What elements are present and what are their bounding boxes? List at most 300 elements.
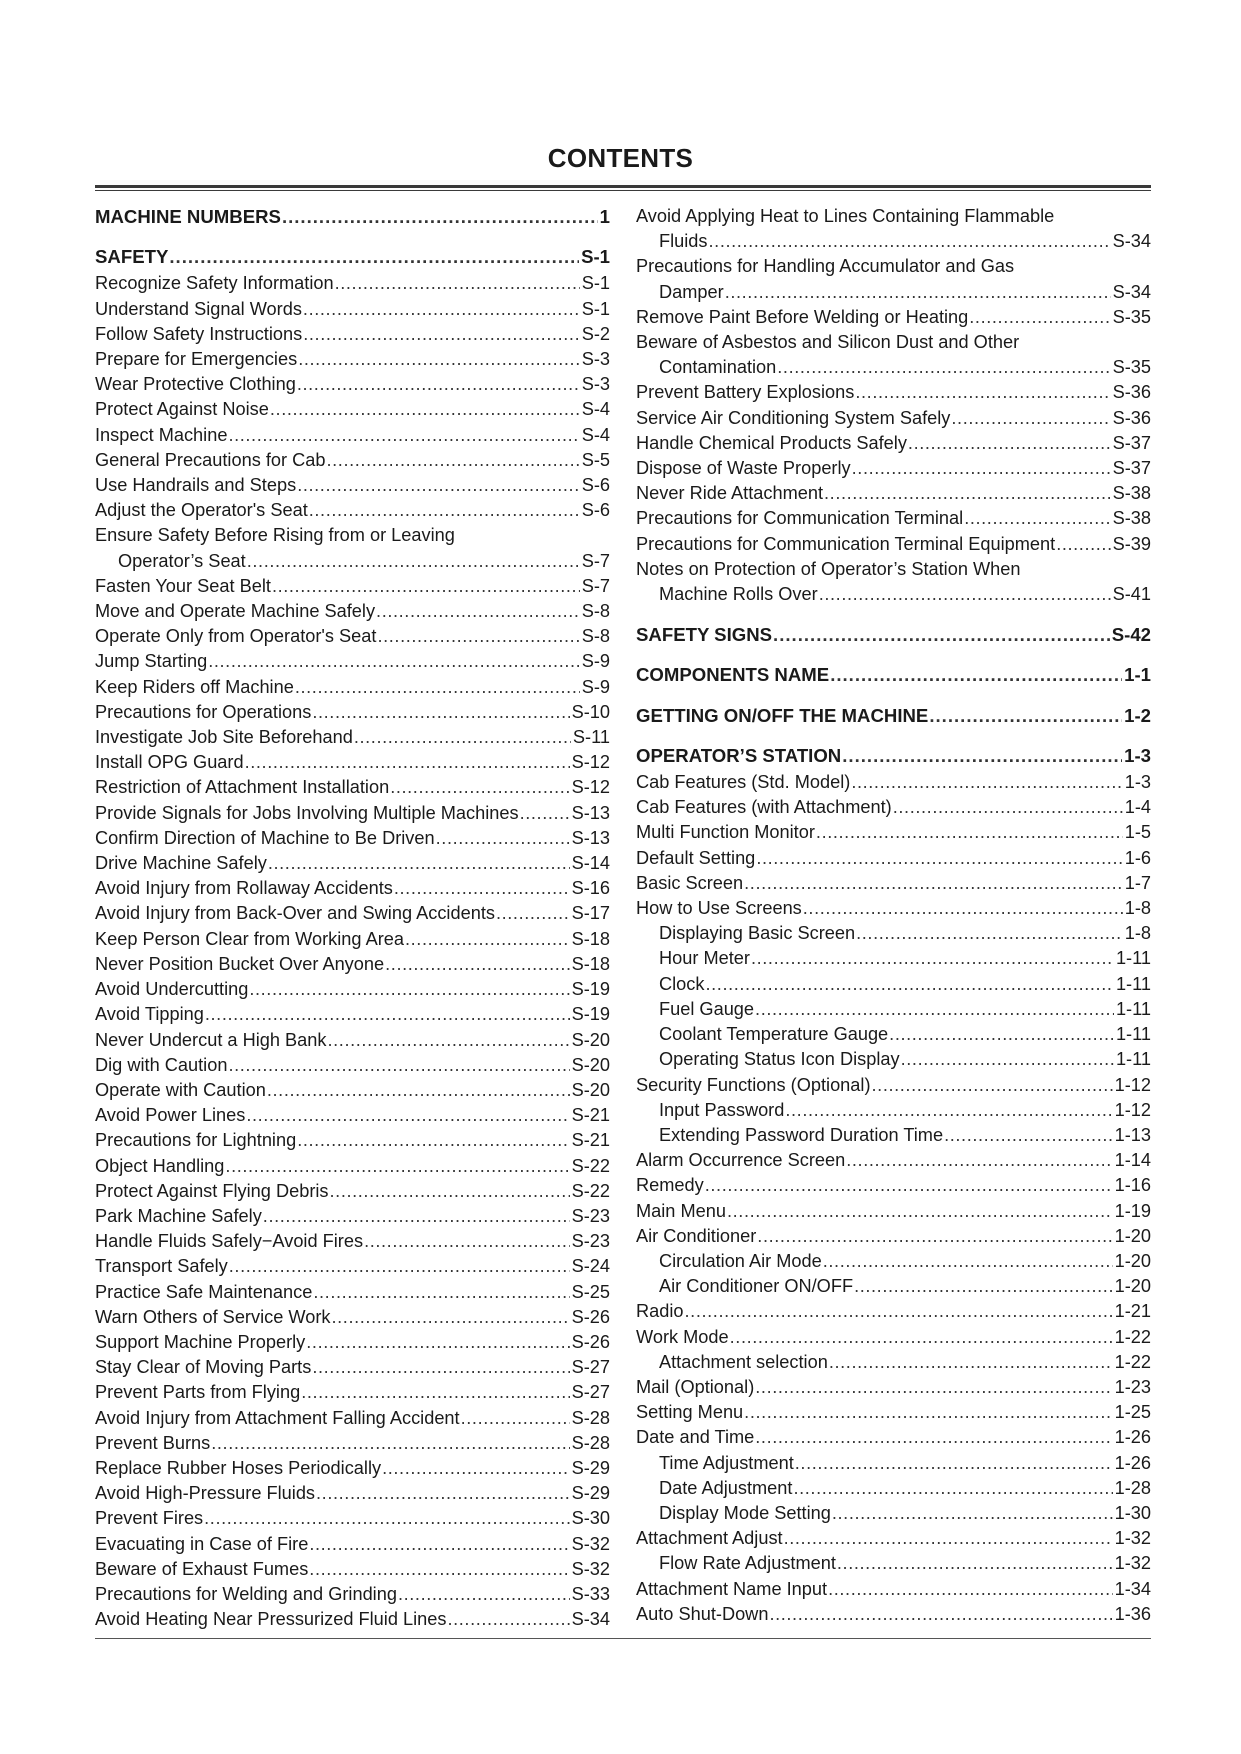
toc-entry-title: Avoid High-Pressure Fluids bbox=[95, 1483, 316, 1504]
leader-dots bbox=[823, 1249, 1113, 1274]
leader-dots bbox=[725, 280, 1111, 305]
toc-page-number: S-35 bbox=[1112, 306, 1151, 327]
toc-page-number: S-34 bbox=[1112, 281, 1151, 302]
leader-dots bbox=[755, 997, 1114, 1022]
toc-entry bbox=[95, 1431, 610, 1456]
toc-page-number: S-37 bbox=[1112, 458, 1151, 479]
toc-entry bbox=[636, 972, 1151, 997]
leader-dots bbox=[685, 1299, 1113, 1324]
toc-entry-title: Park Machine Safely bbox=[95, 1205, 262, 1226]
toc-entry bbox=[95, 624, 610, 649]
toc-entry-title: SAFETY SIGNS bbox=[636, 624, 773, 646]
toc-entry-title: Avoid Tipping bbox=[95, 1004, 204, 1025]
toc-entry-title: Keep Riders off Machine bbox=[95, 676, 294, 697]
toc-entry bbox=[95, 1229, 610, 1254]
leader-dots bbox=[377, 624, 579, 649]
toc-entry bbox=[95, 977, 610, 1002]
toc-entry bbox=[95, 649, 610, 674]
toc-entry bbox=[95, 952, 610, 977]
toc-entry-title: Operate Only from Operator's Seat bbox=[95, 626, 377, 647]
toc-entry bbox=[95, 851, 610, 876]
toc-page-number: S-39 bbox=[1112, 533, 1151, 554]
toc-entry-title: Inspect Machine bbox=[95, 424, 228, 445]
leader-dots bbox=[309, 1557, 569, 1582]
toc-entry bbox=[95, 675, 610, 700]
leader-dots bbox=[297, 1128, 569, 1153]
toc-entry-title: Damper bbox=[659, 281, 724, 302]
leader-dots bbox=[777, 355, 1110, 380]
toc-entry bbox=[636, 1274, 1151, 1299]
toc-page-number: 1-30 bbox=[1114, 1502, 1151, 1523]
toc-entry bbox=[636, 1224, 1151, 1249]
toc-page-number: S-24 bbox=[571, 1256, 610, 1277]
toc-entry bbox=[95, 1355, 610, 1380]
toc-entry bbox=[636, 1299, 1151, 1324]
toc-entry-title: Radio bbox=[636, 1301, 684, 1322]
toc-page-number: S-33 bbox=[571, 1583, 610, 1604]
toc-entry-title: Multi Function Monitor bbox=[636, 822, 815, 843]
toc-page-number: S-42 bbox=[1111, 624, 1151, 646]
toc-page-number: 1-34 bbox=[1114, 1578, 1151, 1599]
leader-dots bbox=[332, 1305, 570, 1330]
toc-entry-title: Precautions for Operations bbox=[95, 701, 312, 722]
leader-dots bbox=[755, 1375, 1112, 1400]
toc-page-number: S-14 bbox=[571, 853, 610, 874]
leader-dots bbox=[267, 1078, 570, 1103]
leader-dots bbox=[309, 1532, 569, 1557]
toc-entry-title: Fluids bbox=[659, 231, 708, 252]
toc-page-number: S-11 bbox=[572, 727, 610, 748]
leader-dots bbox=[852, 456, 1111, 481]
toc-page-number: 1-3 bbox=[1124, 744, 1151, 766]
toc-entry bbox=[636, 846, 1151, 871]
toc-entry-title: MACHINE NUMBERS bbox=[95, 206, 281, 227]
page-title: CONTENTS bbox=[547, 143, 694, 173]
leader-dots bbox=[385, 952, 569, 977]
toc-page-number: 1-11 bbox=[1115, 998, 1151, 1019]
toc-entry-title: Date Adjustment bbox=[659, 1477, 793, 1498]
toc-page-number: S-8 bbox=[581, 601, 610, 622]
toc-page-number: S-3 bbox=[581, 349, 610, 370]
toc-entry bbox=[636, 1249, 1151, 1274]
leader-dots bbox=[306, 1330, 569, 1355]
leader-dots bbox=[225, 1154, 569, 1179]
toc-page-number: S-29 bbox=[571, 1457, 610, 1478]
toc-entry-title: Handle Fluids Safely−Avoid Fires bbox=[95, 1231, 364, 1252]
toc-entry bbox=[636, 1199, 1151, 1224]
leader-dots bbox=[272, 574, 580, 599]
toc-entry-title: Service Air Conditioning System Safely bbox=[636, 407, 951, 428]
toc-entry bbox=[636, 1022, 1151, 1047]
toc-page-number: 1-22 bbox=[1114, 1351, 1151, 1372]
toc-entry bbox=[95, 1179, 610, 1204]
leader-dots bbox=[756, 846, 1122, 871]
toc-entry-title: Use Handrails and Steps bbox=[95, 475, 297, 496]
leader-dots bbox=[828, 1577, 1113, 1602]
toc-entry bbox=[95, 347, 610, 372]
toc-entry bbox=[636, 1148, 1151, 1173]
leader-dots bbox=[908, 431, 1111, 456]
toc-entry bbox=[636, 770, 1151, 795]
leader-dots bbox=[889, 1022, 1114, 1047]
toc-page-number: 1-22 bbox=[1114, 1326, 1151, 1347]
toc-entry bbox=[95, 574, 610, 599]
toc-page-number: 1-3 bbox=[1124, 772, 1151, 793]
leader-dots bbox=[309, 498, 580, 523]
toc-entry-title: Prevent Burns bbox=[95, 1432, 211, 1453]
toc-entry bbox=[95, 1128, 610, 1153]
toc-entry-title: Avoid Injury from Back-Over and Swing Accidents bbox=[95, 903, 495, 924]
leader-dots bbox=[851, 770, 1122, 795]
toc-entry-title: Wear Protective Clothing bbox=[95, 374, 296, 395]
toc-page-number: S-25 bbox=[571, 1281, 610, 1302]
leader-dots bbox=[169, 244, 579, 269]
toc-entry-line: Notes on Protection of Operator’s Station When bbox=[636, 558, 1021, 579]
leader-dots bbox=[854, 1274, 1113, 1299]
toc-page-number: S-12 bbox=[571, 752, 610, 773]
toc-column-right bbox=[636, 204, 1151, 1627]
toc-page-number: 1-19 bbox=[1114, 1200, 1151, 1221]
toc-page-number: S-27 bbox=[571, 1357, 610, 1378]
toc-section-heading bbox=[636, 703, 1151, 728]
toc-entry bbox=[636, 1073, 1151, 1098]
title-rule-thick bbox=[95, 185, 1151, 188]
toc-page-number: S-22 bbox=[571, 1180, 610, 1201]
toc-page-number: 1-28 bbox=[1114, 1477, 1151, 1498]
toc-page-number: S-38 bbox=[1112, 508, 1151, 529]
toc-entry-title: Protect Against Noise bbox=[95, 399, 269, 420]
toc-entry-title: Prevent Parts from Flying bbox=[95, 1382, 301, 1403]
toc-page-number: S-20 bbox=[571, 1079, 610, 1100]
toc-page-number: 1-26 bbox=[1114, 1427, 1151, 1448]
toc-entry bbox=[636, 456, 1151, 481]
leader-dots bbox=[496, 901, 570, 926]
toc-entry bbox=[636, 1173, 1151, 1198]
toc-page-number: S-5 bbox=[581, 449, 610, 470]
toc-entry-title: Keep Person Clear from Working Area bbox=[95, 928, 404, 949]
leader-dots bbox=[328, 1028, 570, 1053]
toc-entry bbox=[95, 1380, 610, 1405]
toc-entry-title: Prepare for Emergencies bbox=[95, 349, 298, 370]
leader-dots bbox=[270, 397, 580, 422]
toc-page-number: S-19 bbox=[571, 979, 610, 1000]
toc-entry bbox=[95, 1154, 610, 1179]
toc-entry-title: Recognize Safety Information bbox=[95, 273, 334, 294]
toc-page-number: 1-25 bbox=[1114, 1402, 1151, 1423]
toc-entry-title: Provide Signals for Jobs Involving Multiple Machines bbox=[95, 802, 519, 823]
toc-entry bbox=[636, 532, 1151, 557]
toc-entry-title: Precautions for Lightning bbox=[95, 1130, 297, 1151]
toc-entry bbox=[636, 431, 1151, 456]
leader-dots bbox=[1056, 532, 1110, 557]
toc-entry-title: Understand Signal Words bbox=[95, 298, 302, 319]
leader-dots bbox=[364, 1229, 570, 1254]
toc-entry bbox=[636, 1350, 1151, 1375]
leader-dots bbox=[855, 380, 1110, 405]
toc-entry-title: Restriction of Attachment Installation bbox=[95, 777, 390, 798]
toc-entry-title: Evacuating in Case of Fire bbox=[95, 1533, 309, 1554]
toc-page-number: S-34 bbox=[1112, 231, 1151, 252]
toc-page-number: S-1 bbox=[581, 246, 610, 268]
toc-entry-title: Flow Rate Adjustment bbox=[659, 1553, 836, 1574]
toc-page-number: 1-7 bbox=[1124, 872, 1151, 893]
toc-entry bbox=[95, 1506, 610, 1531]
toc-entry-title: Practice Safe Maintenance bbox=[95, 1281, 313, 1302]
toc-entry-title: Machine Rolls Over bbox=[659, 584, 818, 605]
leader-dots bbox=[893, 795, 1123, 820]
toc-entry-title: Support Machine Properly bbox=[95, 1331, 306, 1352]
toc-entry-title: Mail (Optional) bbox=[636, 1376, 755, 1397]
toc-section-heading bbox=[95, 204, 610, 229]
toc-entry bbox=[95, 1280, 610, 1305]
toc-page-number: S-21 bbox=[571, 1105, 610, 1126]
toc-page-number: 1-2 bbox=[1124, 704, 1151, 726]
leader-dots bbox=[405, 927, 570, 952]
toc-entry-title: Adjust the Operator's Seat bbox=[95, 500, 308, 521]
toc-page-number: S-2 bbox=[581, 323, 610, 344]
toc-entry-title: Input Password bbox=[659, 1099, 785, 1120]
toc-page-number: S-20 bbox=[571, 1029, 610, 1050]
toc-entry-title: Precautions for Communication Terminal Equipment bbox=[636, 533, 1056, 554]
leader-dots bbox=[327, 448, 580, 473]
toc-page-number: S-6 bbox=[581, 475, 610, 496]
toc-entry-title: Attachment Name Input bbox=[636, 1578, 828, 1599]
toc-entry bbox=[636, 1451, 1151, 1476]
toc-entry bbox=[636, 506, 1151, 531]
toc-entry-title: Protect Against Flying Debris bbox=[95, 1180, 329, 1201]
leader-dots bbox=[744, 1400, 1112, 1425]
toc-entry-title: Prevent Battery Explosions bbox=[636, 382, 855, 403]
toc-entry bbox=[95, 901, 610, 926]
toc-entry-title: Auto Shut-Down bbox=[636, 1603, 769, 1624]
toc-entry-title: Air Conditioner bbox=[636, 1225, 757, 1246]
toc-entry bbox=[636, 229, 1151, 254]
leader-dots bbox=[856, 921, 1123, 946]
toc-entry-title: Avoid Power Lines bbox=[95, 1105, 246, 1126]
toc-page-number: S-1 bbox=[581, 273, 610, 294]
toc-entry bbox=[95, 599, 610, 624]
toc-page-number: S-18 bbox=[571, 928, 610, 949]
toc-page-number: S-13 bbox=[571, 827, 610, 848]
toc-entry-title: Warn Others of Service Work bbox=[95, 1306, 331, 1327]
leader-dots bbox=[964, 506, 1110, 531]
leader-dots bbox=[830, 662, 1122, 687]
toc-page-number: S-4 bbox=[581, 424, 610, 445]
toc-entry bbox=[95, 1456, 610, 1481]
toc-page-number: S-16 bbox=[571, 878, 610, 899]
toc-entry-title: Precautions for Communication Terminal bbox=[636, 508, 964, 529]
toc-entry-title: Contamination bbox=[659, 357, 777, 378]
toc-entry bbox=[636, 280, 1151, 305]
leader-dots bbox=[229, 1254, 570, 1279]
leader-dots bbox=[312, 700, 569, 725]
toc-entry bbox=[636, 305, 1151, 330]
toc-entry-title: Confirm Direction of Machine to Be Driven bbox=[95, 827, 435, 848]
toc-section-heading bbox=[95, 244, 610, 269]
toc-entry-line: Beware of Asbestos and Silicon Dust and Other bbox=[636, 332, 1020, 353]
toc-entry bbox=[95, 1582, 610, 1607]
toc-entry bbox=[95, 1607, 610, 1632]
toc-page-number: S-9 bbox=[581, 651, 610, 672]
leader-dots bbox=[872, 1073, 1113, 1098]
toc-page-number: 1-36 bbox=[1114, 1603, 1151, 1624]
toc-entry bbox=[95, 750, 610, 775]
toc-entry bbox=[636, 1123, 1151, 1148]
leader-dots bbox=[846, 1148, 1112, 1173]
leader-dots bbox=[730, 1325, 1113, 1350]
toc-entry-title: Operate with Caution bbox=[95, 1079, 266, 1100]
toc-entry bbox=[95, 826, 610, 851]
toc-entry-title: Hour Meter bbox=[659, 948, 750, 969]
toc-entry bbox=[636, 1098, 1151, 1123]
leader-dots bbox=[785, 1098, 1112, 1123]
toc-entry-title: How to Use Screens bbox=[636, 898, 802, 919]
toc-entry bbox=[95, 372, 610, 397]
leader-dots bbox=[297, 473, 580, 498]
toc-entry-title: Clock bbox=[659, 973, 705, 994]
bottom-rule bbox=[95, 1638, 1151, 1639]
toc-entry-title: Attachment selection bbox=[659, 1351, 828, 1372]
toc-entry-title: Fasten Your Seat Belt bbox=[95, 575, 271, 596]
toc-entry bbox=[636, 1425, 1151, 1450]
leader-dots bbox=[303, 297, 580, 322]
toc-section-heading bbox=[636, 662, 1151, 687]
leader-dots bbox=[376, 599, 580, 624]
toc-entry-title: Default Setting bbox=[636, 847, 756, 868]
toc-entry bbox=[636, 795, 1151, 820]
toc-entry-title: OPERATOR’S STATION bbox=[636, 744, 842, 766]
toc-entry bbox=[636, 582, 1151, 607]
leader-dots bbox=[795, 1451, 1113, 1476]
toc-page-number: 1-8 bbox=[1124, 898, 1151, 919]
leader-dots bbox=[842, 743, 1122, 768]
toc-entry-title: Investigate Job Site Beforehand bbox=[95, 727, 353, 748]
toc-page-number: S-22 bbox=[571, 1155, 610, 1176]
toc-entry-title: Security Functions (Optional) bbox=[636, 1074, 871, 1095]
toc-entry bbox=[95, 448, 610, 473]
toc-entry-title: Cab Features (Std. Model) bbox=[636, 772, 851, 793]
leader-dots bbox=[298, 347, 580, 372]
toc-page-number: S-32 bbox=[571, 1533, 610, 1554]
leader-dots bbox=[204, 1506, 569, 1531]
leader-dots bbox=[312, 1355, 569, 1380]
toc-entry bbox=[95, 1103, 610, 1128]
toc-page-number: S-3 bbox=[581, 374, 610, 395]
toc-entry bbox=[95, 876, 610, 901]
leader-dots bbox=[398, 1582, 570, 1607]
toc-entry bbox=[95, 473, 610, 498]
toc-entry-title: Precautions for Welding and Grinding bbox=[95, 1583, 397, 1604]
toc-page-number: S-38 bbox=[1112, 483, 1151, 504]
toc-entry-title: Cab Features (with Attachment) bbox=[636, 797, 892, 818]
leader-dots bbox=[354, 725, 571, 750]
toc-entry-title: Basic Screen bbox=[636, 872, 744, 893]
leader-dots bbox=[268, 851, 570, 876]
toc-entry-title: Jump Starting bbox=[95, 651, 208, 672]
leader-dots bbox=[727, 1199, 1113, 1224]
toc-entry bbox=[636, 1602, 1151, 1627]
toc-page-number: 1-23 bbox=[1114, 1376, 1151, 1397]
toc-page-number: 1-26 bbox=[1114, 1452, 1151, 1473]
toc-entry-line: Ensure Safety Before Rising from or Leaving bbox=[95, 525, 455, 546]
toc-entry bbox=[95, 1254, 610, 1279]
toc-page-number: 1-11 bbox=[1115, 973, 1151, 994]
toc-entry bbox=[95, 1330, 610, 1355]
toc-entry-title: Fuel Gauge bbox=[659, 998, 755, 1019]
leader-dots bbox=[249, 977, 569, 1002]
toc-entry-title: Attachment Adjust bbox=[636, 1528, 783, 1549]
toc-entry bbox=[636, 355, 1151, 380]
toc-entry bbox=[636, 1577, 1151, 1602]
toc-page-number: 1-14 bbox=[1114, 1150, 1151, 1171]
toc-page-number: 1-13 bbox=[1114, 1124, 1151, 1145]
toc-entry bbox=[95, 1002, 610, 1027]
toc-page-number: S-7 bbox=[581, 575, 610, 596]
toc-page-number: S-9 bbox=[581, 676, 610, 697]
toc-entry bbox=[95, 775, 610, 800]
toc-page-number: S-29 bbox=[571, 1483, 610, 1504]
toc-entry-title: Setting Menu bbox=[636, 1402, 744, 1423]
leader-dots bbox=[335, 271, 580, 296]
toc-entry-title: Handle Chemical Products Safely bbox=[636, 432, 907, 453]
toc-page-number: S-20 bbox=[571, 1054, 610, 1075]
toc-entry-title: Avoid Heating Near Pressurized Fluid Lines bbox=[95, 1609, 447, 1630]
toc-entry bbox=[636, 380, 1151, 405]
toc-entry-title: Display Mode Setting bbox=[659, 1502, 831, 1523]
toc-entry bbox=[95, 1557, 610, 1582]
toc-page-number: S-1 bbox=[581, 298, 610, 319]
toc-page-number: 1-32 bbox=[1114, 1553, 1151, 1574]
leader-dots bbox=[394, 876, 570, 901]
toc-entry-title: COMPONENTS NAME bbox=[636, 664, 830, 686]
leader-dots bbox=[247, 549, 580, 574]
leader-dots bbox=[447, 1607, 569, 1632]
toc-entry bbox=[636, 1375, 1151, 1400]
toc-entry-title: Remedy bbox=[636, 1175, 704, 1196]
toc-page-number: 1-20 bbox=[1114, 1276, 1151, 1297]
toc-page-number: S-28 bbox=[571, 1432, 610, 1453]
toc-page-number: S-41 bbox=[1112, 584, 1151, 605]
toc-page-number: 1-6 bbox=[1124, 847, 1151, 868]
leader-dots bbox=[436, 826, 570, 851]
toc-entry-title: Main Menu bbox=[636, 1200, 726, 1221]
toc-entry bbox=[636, 820, 1151, 845]
toc-page-number: 1-11 bbox=[1115, 1049, 1151, 1070]
leader-dots bbox=[816, 820, 1123, 845]
leader-dots bbox=[944, 1123, 1113, 1148]
toc-entry bbox=[95, 297, 610, 322]
leader-dots bbox=[837, 1551, 1113, 1576]
toc-entry bbox=[95, 1305, 610, 1330]
toc-entry bbox=[95, 801, 610, 826]
toc-entry bbox=[95, 1481, 610, 1506]
leader-dots bbox=[784, 1526, 1113, 1551]
toc-entry bbox=[95, 1078, 610, 1103]
toc-entry bbox=[95, 271, 610, 296]
toc-entry-title: Remove Paint Before Welding or Heating bbox=[636, 306, 969, 327]
toc-entry bbox=[95, 927, 610, 952]
leader-dots bbox=[263, 1204, 570, 1229]
leader-dots bbox=[245, 750, 570, 775]
leader-dots bbox=[769, 1602, 1112, 1627]
toc-page-number: S-18 bbox=[571, 953, 610, 974]
leader-dots bbox=[382, 1456, 569, 1481]
leader-dots bbox=[709, 229, 1111, 254]
toc-page-number: 1-21 bbox=[1114, 1301, 1151, 1322]
leader-dots bbox=[205, 1002, 570, 1027]
toc-page-number: 1 bbox=[599, 206, 610, 227]
toc-page-number: S-26 bbox=[571, 1331, 610, 1352]
